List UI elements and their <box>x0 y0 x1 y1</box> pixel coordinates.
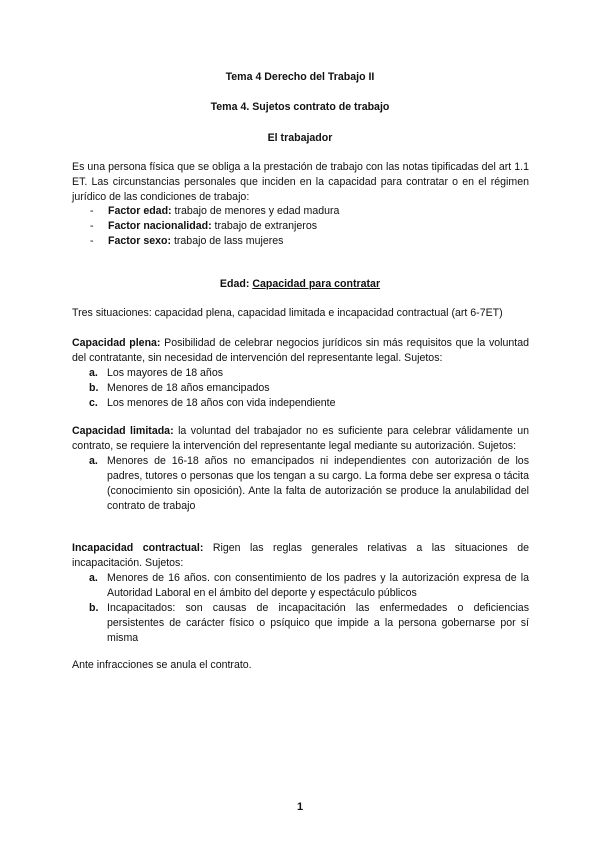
factor-text: trabajo de extranjeros <box>211 220 318 232</box>
list-item <box>89 396 529 411</box>
list-item <box>90 234 530 249</box>
list-item <box>89 571 529 601</box>
term-text: la voluntad del trabajador no es suficiente para celebrar válidamente un contrato, se requiere la intervención del representante legal mediante su autorización. Sujetos: <box>72 425 530 452</box>
closing-paragraph: Ante infracciones se anula el contrato. <box>72 659 252 671</box>
factor-label: Factor sexo: <box>108 235 171 247</box>
list-item-text: Los mayores de 18 años <box>107 367 224 379</box>
dash-marker: - <box>90 235 94 247</box>
list-item-text: Menores de 18 años emancipados <box>107 382 270 394</box>
term-label: Capacidad plena: <box>72 337 161 349</box>
heading-underlined: Capacidad para contratar <box>252 278 381 290</box>
heading-prefix: Edad: <box>219 278 250 290</box>
section-heading-edad <box>0 277 600 292</box>
list-item <box>90 204 530 219</box>
list-marker: b. <box>89 602 99 614</box>
list-marker: a. <box>89 367 98 379</box>
list-item-text: Menores de 16-18 años no emancipados ni independientes con autorización de los padres, tutores o personas que los tengan a su cargo. La forma debe ser expresa o tácita (conocimiento sin oposición). Ante la falta de autorización se produce la anulabilidad del contrato de trabajo <box>107 455 529 512</box>
factor-label: Factor nacionalidad: <box>108 220 212 232</box>
list-marker: b. <box>89 382 99 394</box>
dash-marker: - <box>90 205 94 217</box>
page-number: 1 <box>296 801 304 813</box>
factor-label: Factor edad: <box>108 205 172 217</box>
list-marker: c. <box>89 397 98 409</box>
list-item <box>89 366 529 381</box>
situations-paragraph: Tres situaciones: capacidad plena, capacidad limitada e incapacidad contractual (art 6-7ET) <box>72 307 503 319</box>
list-marker: a. <box>89 455 98 467</box>
factor-text: trabajo de menores y edad madura <box>171 205 340 217</box>
list-item <box>89 454 529 514</box>
factors-list <box>90 204 530 249</box>
topic-subtitle: Tema 4. Sujetos contrato de trabajo <box>210 101 390 113</box>
dash-marker: - <box>90 220 94 232</box>
list-item <box>89 601 529 646</box>
list-item-text: Menores de 16 años. con consentimiento de los padres y la autorización expresa de la Autoridad Laboral en el ámbito del deporte y espectáculo públicos <box>107 572 529 599</box>
capacidad-limitada-section <box>72 424 529 514</box>
list-item-text: Incapacitados: son causas de incapacitación las enfermedades o deficiencias persistentes de carácter físico o psíquico que impide a la persona gobernarse por sí misma <box>107 602 529 644</box>
list-marker: a. <box>89 572 98 584</box>
term-text: Posibilidad de celebrar negocios jurídicos sin más requisitos que la voluntad del contratante, sin necesidad de intervención del representante legal. Sujetos: <box>72 337 530 364</box>
list-item-text: Los menores de 18 años con vida independiente <box>107 397 336 409</box>
incapacidad-contractual-section <box>72 541 529 646</box>
list-item <box>90 219 530 234</box>
intro-paragraph: Es una persona física que se obliga a la prestación de trabajo con las notas tipificadas del art 1.1 ET. Las circunstancias personales que inciden en la capacidad para contratar o en el régimen jurídico de las condiciones de trabajo: <box>72 161 529 203</box>
factor-text: trabajo de lass mujeres <box>171 235 284 247</box>
term-text: Rigen las reglas generales relativas a las situaciones de incapacitación. Sujetos: <box>72 542 529 569</box>
capacidad-plena-section <box>72 336 529 411</box>
list-item <box>89 381 529 396</box>
term-label: Capacidad limitada: <box>72 425 174 437</box>
document-title: Tema 4 Derecho del Trabajo II <box>225 71 375 83</box>
term-label: Incapacidad contractual: <box>72 542 204 554</box>
section-title-trabajador: El trabajador <box>267 132 333 144</box>
